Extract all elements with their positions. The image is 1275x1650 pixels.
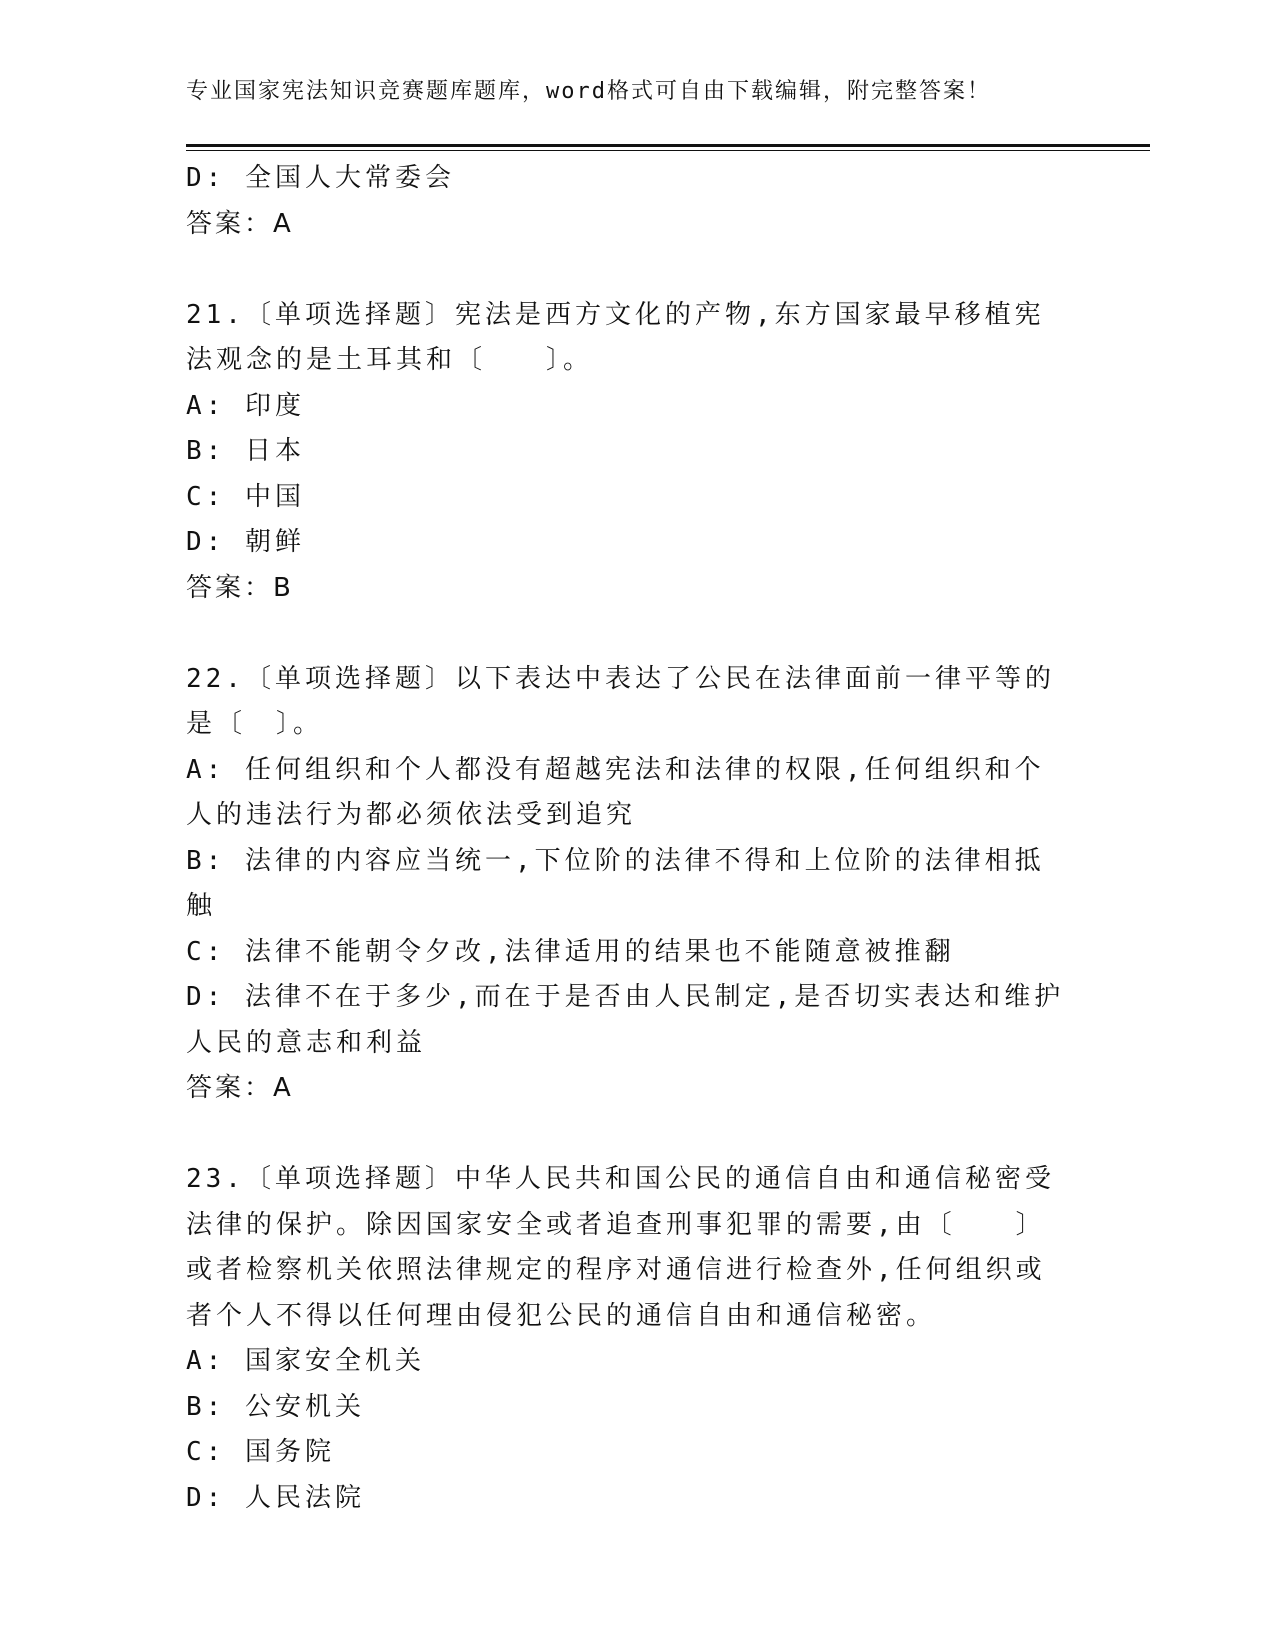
question-23-option-d: D: 人民法院 xyxy=(186,1482,365,1513)
question-22-option-b: B: 法律的内容应当统一,下位阶的法律不得和上位阶的法律相抵触 xyxy=(186,845,1045,921)
question-21-text: 21.〔单项选择题〕宪法是西方文化的产物,东方国家最早移植宪法观念的是土耳其和〔 〕。 xyxy=(186,299,1045,375)
header-rule-thick xyxy=(186,144,1150,147)
prev-answer: 答案：A xyxy=(186,208,294,239)
question-22 xyxy=(186,657,1066,1112)
question-23-option-a: A: 国家安全机关 xyxy=(186,1346,425,1376)
question-22-option-d: D: 法律不在于多少,而在于是否由人民制定,是否切实表达和维护人民的意志和利益 xyxy=(186,982,1065,1058)
question-22-answer: 答案：A xyxy=(186,1073,294,1103)
question-23-option-c: C: 国务院 xyxy=(186,1437,335,1467)
document-body xyxy=(186,156,1066,1521)
question-21-option-d: D: 朝鲜 xyxy=(186,527,305,557)
question-21-option-b: B: 日本 xyxy=(186,436,305,466)
question-21-option-c: C: 中国 xyxy=(186,481,305,512)
question-21 xyxy=(186,293,1066,612)
question-21-answer: 答案：B xyxy=(186,572,294,603)
question-23-option-b: B: 公安机关 xyxy=(186,1391,365,1422)
question-23-text: 23.〔单项选择题〕中华人民共和国公民的通信自由和通信秘密受法律的保护。除因国家安全或者追查刑事犯罪的需要,由〔 〕或者检察机关依照法律规定的程序对通信进行检查外,任何组织或者个人不得以任何理由侵犯公民的通信自由和通信秘密。 xyxy=(186,1164,1055,1331)
question-22-option-c: C: 法律不能朝令夕改,法律适用的结果也不能随意被推翻 xyxy=(186,936,955,967)
header-rule-thin xyxy=(186,150,1150,151)
page-header: 专业国家宪法知识竞赛题库题库，word格式可自由下载编辑，附完整答案！ xyxy=(186,79,991,104)
question-22-text: 22.〔单项选择题〕以下表达中表达了公民在法律面前一律平等的是〔 〕。 xyxy=(186,663,1055,739)
question-22-option-a: A: 任何组织和个人都没有超越宪法和法律的权限,任何组织和个人的违法行为都必须依法受到追究 xyxy=(186,754,1045,830)
prev-option-d: D: 全国人大常委会 xyxy=(186,163,455,193)
question-23 xyxy=(186,1157,1066,1521)
question-21-option-a: A: 印度 xyxy=(186,390,305,421)
